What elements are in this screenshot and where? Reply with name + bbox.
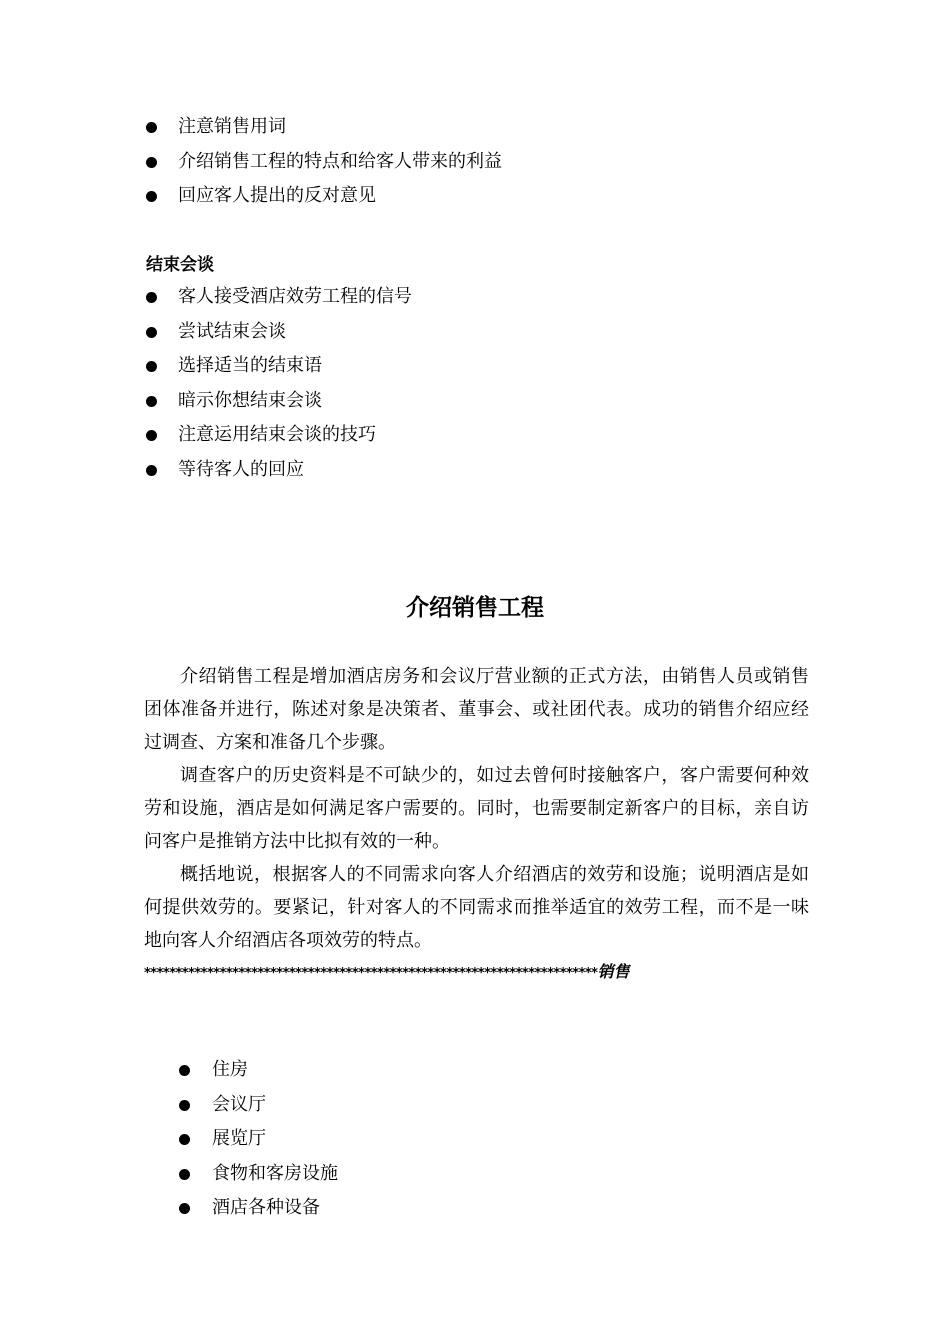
separator-line — [144, 958, 630, 988]
bullet-icon — [146, 361, 157, 372]
paragraph: 介绍销售工程是增加酒店房务和会议厅营业额的正式方法，由销售人员或销售团体准备并进行，陈述对象是决策者、董事会、或社团代表。成功的销售介绍应经过调查、方案和准备几个步骤。 — [144, 666, 809, 753]
body-text — [144, 660, 809, 957]
list-item — [146, 280, 412, 315]
list-item — [179, 1122, 338, 1157]
bullet-icon — [179, 1203, 190, 1214]
list-item-text: 暗示你想结束会谈 — [178, 389, 322, 411]
list-item-text: 介绍销售工程的特点和给客人带来的利益 — [178, 150, 502, 172]
list-item — [146, 110, 502, 145]
list-item-text: 客人接受酒店效劳工程的信号 — [178, 286, 412, 307]
list-item-text: 酒店各种设备 — [212, 1197, 320, 1219]
list-item — [146, 315, 412, 350]
bullet-icon — [179, 1134, 190, 1145]
bullet-icon — [179, 1169, 190, 1180]
separator-tag: 销售 — [597, 962, 630, 981]
list-item-text: 注意销售用词 — [178, 116, 286, 137]
list-item — [146, 453, 412, 488]
paragraph: 调查客户的历史资料是不可缺少的，如过去曾何时接触客户，客户需要何种效劳和设施，酒店是如何满足客户需要的。同时，也需要制定新客户的目标，亲自访问客户是推销方法中比拟有效的一种。 — [144, 765, 809, 852]
bullet-icon — [146, 430, 157, 441]
list-item-text: 选择适当的结束语 — [178, 355, 322, 377]
bullet-list-bottom — [179, 1053, 338, 1226]
list-item — [146, 349, 412, 384]
bullet-icon — [179, 1065, 190, 1076]
list-item-text: 食物和客房设施 — [212, 1162, 338, 1184]
list-item-text: 尝试结束会谈 — [178, 320, 286, 342]
closing-section-heading: 结束会谈 — [146, 255, 214, 275]
bullet-icon — [146, 191, 157, 202]
bullet-icon — [179, 1100, 190, 1111]
list-item-text: 等待客人的回应 — [178, 458, 304, 480]
list-item — [179, 1053, 338, 1088]
bullet-list-top — [146, 110, 502, 214]
list-item-text: 住房 — [212, 1059, 248, 1080]
bullet-icon — [146, 465, 157, 476]
paragraph: 概括地说，根据客人的不同需求向客人介绍酒店的效劳和设施；说明酒店是如何提供效劳的。要紧记，针对客人的不同需求而推举适宜的效劳工程，而不是一味地向客人介绍酒店各项效劳的特点。 — [144, 864, 809, 951]
bullet-icon — [146, 396, 157, 407]
list-item-text: 回应客人提出的反对意见 — [178, 185, 376, 207]
bullet-list-closing — [146, 280, 412, 488]
list-item — [179, 1088, 338, 1123]
bullet-icon — [146, 327, 157, 338]
list-item — [179, 1157, 338, 1192]
list-item-text: 展览厅 — [212, 1128, 266, 1150]
section-title: 介绍销售工程 — [406, 595, 544, 621]
bullet-icon — [146, 292, 157, 303]
list-item — [146, 384, 412, 419]
bullet-icon — [146, 122, 157, 133]
bullet-icon — [146, 157, 157, 168]
list-item — [179, 1191, 338, 1226]
list-item — [146, 145, 502, 180]
list-item — [146, 418, 412, 453]
list-item-text: 会议厅 — [212, 1093, 266, 1115]
list-item — [146, 179, 502, 214]
separator-stars: ************************************************************************ — [144, 966, 598, 981]
list-item-text: 注意运用结束会谈的技巧 — [178, 424, 376, 446]
